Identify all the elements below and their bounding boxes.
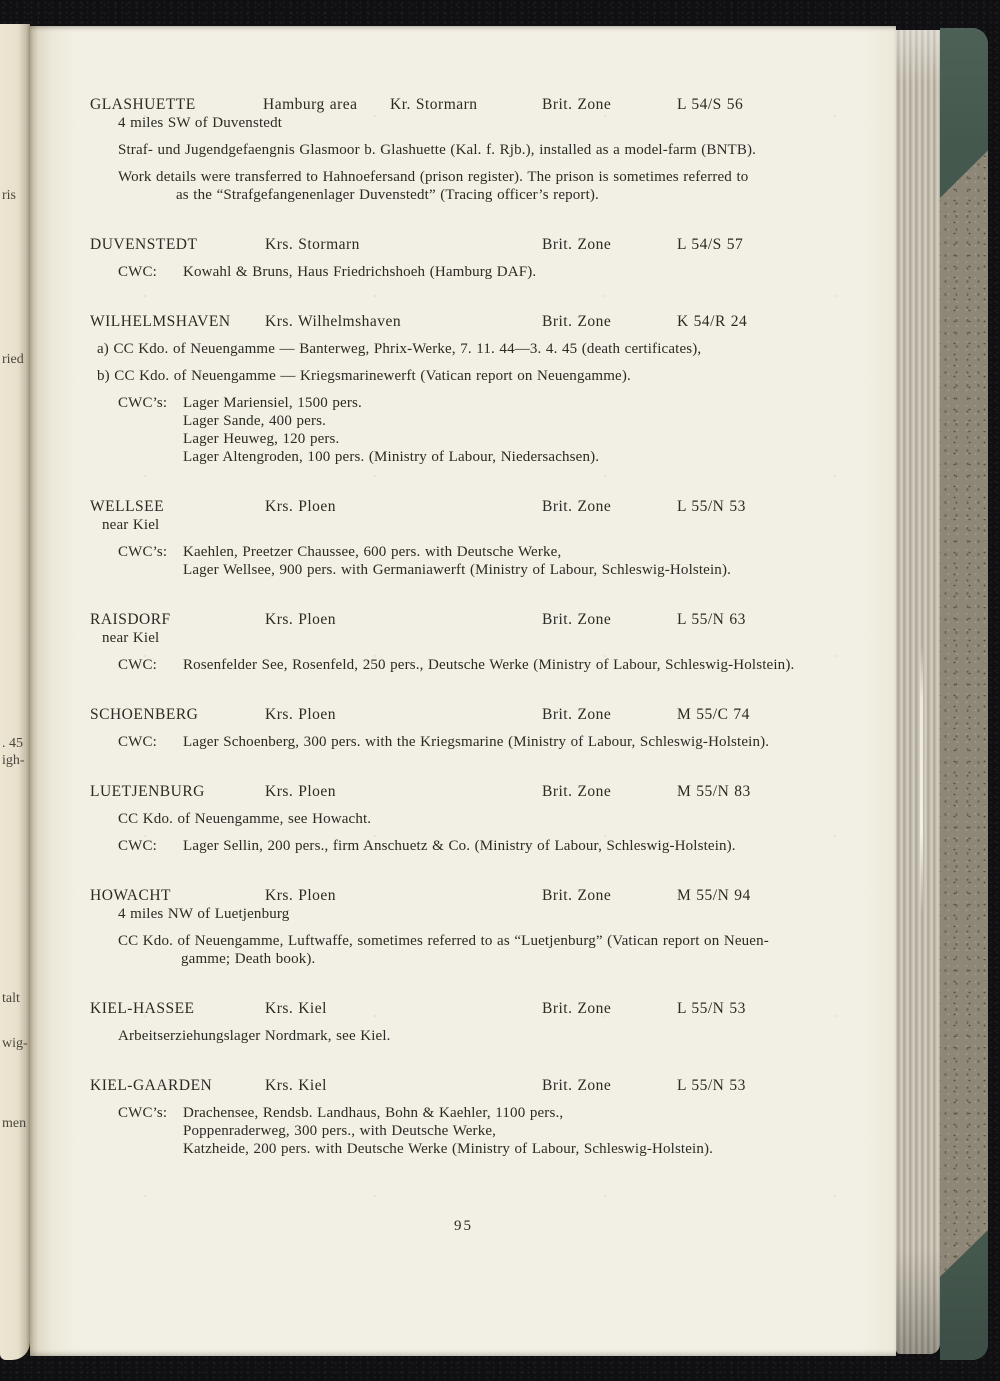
block-lines <box>183 543 882 579</box>
text-line: Katzheide, 200 pers. with Deutsche Werke (Ministry of Labour, Schleswig-Holstein). <box>183 1141 714 1157</box>
district-column: Kr. Stormarn <box>390 96 478 113</box>
place-name: LUETJENBURG <box>90 783 205 800</box>
entry-header <box>90 313 882 331</box>
text-line: as the “Strafgefangenenlager Duvenstedt” (Tracing officer’s report). <box>176 187 599 203</box>
block-lines <box>118 932 882 968</box>
entry-header <box>90 887 882 905</box>
location-subline: near Kiel <box>102 630 160 646</box>
entry-header <box>90 706 882 724</box>
cwc-label: CWC: <box>118 657 157 673</box>
block-lines <box>183 656 882 674</box>
margin-text-fragment: ried <box>2 352 24 367</box>
directory-entry <box>90 887 882 968</box>
block-lines <box>183 1104 882 1158</box>
map-code-column: M 55/N 83 <box>677 783 751 800</box>
text-line: a) CC Kdo. of Neuengamme — Banterweg, Phrix-Werke, 7. 11. 44—3. 4. 45 (death certificates), <box>97 341 702 357</box>
zone-column: Brit. Zone <box>542 706 612 723</box>
block-lines <box>118 810 882 828</box>
entry-block <box>90 837 882 855</box>
directory-entry <box>90 498 882 579</box>
entry-block <box>90 168 882 204</box>
cwc-label: CWC: <box>118 734 157 750</box>
block-lines <box>183 733 882 751</box>
entry-header <box>90 1000 882 1018</box>
map-code-column: L 55/N 53 <box>677 498 746 515</box>
entry-block <box>90 1104 882 1158</box>
cwc-label: CWC’s: <box>118 544 168 560</box>
zone-column: Brit. Zone <box>542 498 612 515</box>
cover-cloth-top <box>940 28 988 198</box>
entry-block <box>90 263 882 281</box>
text-line: Straf- und Jugendgefaengnis Glasmoor b. Glashuette (Kal. f. Rjb.), installed as a model-farm (BNTB). <box>118 142 757 158</box>
place-name: KIEL-HASSEE <box>90 1000 195 1017</box>
zone-column: Brit. Zone <box>542 887 612 904</box>
text-line: b) CC Kdo. of Neuengamme — Kriegsmarinewerft (Vatican report on Neuengamme). <box>97 368 631 384</box>
district-column: Krs. Kiel <box>265 1000 327 1017</box>
text-line: Lager Sande, 400 pers. <box>183 413 326 429</box>
cwc-label: CWC’s: <box>118 1105 168 1121</box>
text-line: Rosenfelder See, Rosenfeld, 250 pers., Deutsche Werke (Ministry of Labour, Schleswig-Holstein). <box>183 657 795 673</box>
page-edge-highlight <box>920 645 923 915</box>
text-line: Kaehlen, Preetzer Chaussee, 600 pers. with Deutsche Werke, <box>183 544 562 560</box>
margin-text-fragment: igh- <box>2 753 25 768</box>
district-column: Krs. Ploen <box>265 783 337 800</box>
map-code-column: K 54/R 24 <box>677 313 748 330</box>
place-name: WELLSEE <box>90 498 165 515</box>
location-subline: near Kiel <box>102 517 160 533</box>
place-name: KIEL-GAARDEN <box>90 1077 213 1094</box>
text-line: Lager Sellin, 200 pers., firm Anschuetz & Co. (Ministry of Labour, Schleswig-Holstein). <box>183 838 736 854</box>
entry-block <box>90 394 882 466</box>
entry-block <box>90 340 882 358</box>
place-name: GLASHUETTE <box>90 96 196 113</box>
district-column: Krs. Ploen <box>265 498 337 515</box>
zone-column: Brit. Zone <box>542 611 612 628</box>
camp-directory <box>90 96 882 1158</box>
block-lines <box>183 837 882 855</box>
entry-block <box>90 1027 882 1045</box>
block-lines <box>183 394 882 466</box>
zone-column: Brit. Zone <box>542 1077 612 1094</box>
text-line: Drachensee, Rendsb. Landhaus, Bohn & Kaehler, 1100 pers., <box>183 1105 564 1121</box>
margin-text-fragment: . 45 <box>2 736 23 751</box>
zone-column: Brit. Zone <box>542 313 612 330</box>
directory-entry <box>90 611 882 674</box>
directory-entry <box>90 1000 882 1045</box>
place-name: WILHELMSHAVEN <box>90 313 231 330</box>
entry-header <box>90 1077 882 1095</box>
page-edge-stack <box>896 30 940 1354</box>
entry-block <box>90 656 882 674</box>
district-column: Krs. Kiel <box>265 1077 327 1094</box>
cwc-label: CWC: <box>118 264 157 280</box>
document-page <box>30 26 896 1356</box>
text-line: CC Kdo. of Neuengamme, see Howacht. <box>118 811 372 827</box>
text-line: Work details were transferred to Hahnoefersand (prison register). The prison is sometimes referred to <box>118 169 749 185</box>
zone-column: Brit. Zone <box>542 1000 612 1017</box>
block-lines <box>118 141 882 159</box>
map-code-column: L 54/S 57 <box>677 236 744 253</box>
directory-entry <box>90 706 882 751</box>
cwc-label: CWC: <box>118 838 157 854</box>
block-lines <box>118 168 882 204</box>
district-column: Krs. Ploen <box>265 887 337 904</box>
place-name: SCHOENBERG <box>90 706 199 723</box>
entry-block <box>90 810 882 828</box>
entry-block <box>90 141 882 159</box>
directory-entry <box>90 783 882 855</box>
facing-page-edge <box>0 24 30 1360</box>
margin-text-fragment: wig- <box>2 1036 28 1051</box>
district-column: Krs. Ploen <box>265 611 337 628</box>
entry-block <box>90 543 882 579</box>
zone-column: Brit. Zone <box>542 96 612 113</box>
directory-entry <box>90 313 882 466</box>
cover-cloth-bottom <box>940 1230 988 1360</box>
page-number: 95 <box>454 1218 473 1234</box>
map-code-column: L 55/N 53 <box>677 1077 746 1094</box>
district-column: Hamburg area <box>263 96 358 113</box>
text-line: gamme; Death book). <box>181 951 316 967</box>
cwc-label: CWC’s: <box>118 395 168 411</box>
text-line: Poppenraderweg, 300 pers., with Deutsche Werke, <box>183 1123 497 1139</box>
block-lines <box>97 367 882 385</box>
block-lines <box>183 263 882 281</box>
place-name: RAISDORF <box>90 611 171 628</box>
map-code-column: M 55/C 74 <box>677 706 750 723</box>
text-line: Lager Wellsee, 900 pers. with Germaniawerft (Ministry of Labour, Schleswig-Holstein). <box>183 562 732 578</box>
entry-header <box>90 498 882 516</box>
district-column: Krs. Wilhelmshaven <box>265 313 402 330</box>
entry-block <box>90 932 882 968</box>
text-line: Lager Altengroden, 100 pers. (Ministry of Labour, Niedersachsen). <box>183 449 600 465</box>
entry-header <box>90 611 882 629</box>
place-name: DUVENSTEDT <box>90 236 198 253</box>
block-lines <box>118 1027 882 1045</box>
margin-text-fragment: talt <box>2 991 20 1006</box>
location-subline: 4 miles SW of Duvenstedt <box>118 115 283 131</box>
location-subline: 4 miles NW of Luetjenburg <box>118 906 290 922</box>
zone-column: Brit. Zone <box>542 236 612 253</box>
text-line: Arbeitserziehungslager Nordmark, see Kiel. <box>118 1028 391 1044</box>
place-name: HOWACHT <box>90 887 171 904</box>
margin-text-fragment: ris <box>2 188 16 203</box>
map-code-column: M 55/N 94 <box>677 887 751 904</box>
district-column: Krs. Stormarn <box>265 236 360 253</box>
district-column: Krs. Ploen <box>265 706 337 723</box>
block-lines <box>97 340 882 358</box>
text-line: CC Kdo. of Neuengamme, Luftwaffe, sometimes referred to as “Luetjenburg” (Vatican report on Neuen- <box>118 933 769 949</box>
text-line: Lager Mariensiel, 1500 pers. <box>183 395 362 411</box>
map-code-column: L 54/S 56 <box>677 96 744 113</box>
entry-header <box>90 96 882 114</box>
map-code-column: L 55/N 63 <box>677 611 746 628</box>
entry-header <box>90 236 882 254</box>
text-line: Kowahl & Bruns, Haus Friedrichshoeh (Hamburg DAF). <box>183 264 537 280</box>
text-line: Lager Heuweg, 120 pers. <box>183 431 340 447</box>
book-cover <box>940 28 988 1360</box>
directory-entry <box>90 96 882 204</box>
text-line: Lager Schoenberg, 300 pers. with the Kriegsmarine (Ministry of Labour, Schleswig-Holstein). <box>183 734 770 750</box>
entry-block <box>90 733 882 751</box>
entry-header <box>90 783 882 801</box>
entry-block <box>90 367 882 385</box>
map-code-column: L 55/N 53 <box>677 1000 746 1017</box>
margin-text-fragment: men <box>2 1116 27 1131</box>
zone-column: Brit. Zone <box>542 783 612 800</box>
directory-entry <box>90 236 882 281</box>
directory-entry <box>90 1077 882 1158</box>
